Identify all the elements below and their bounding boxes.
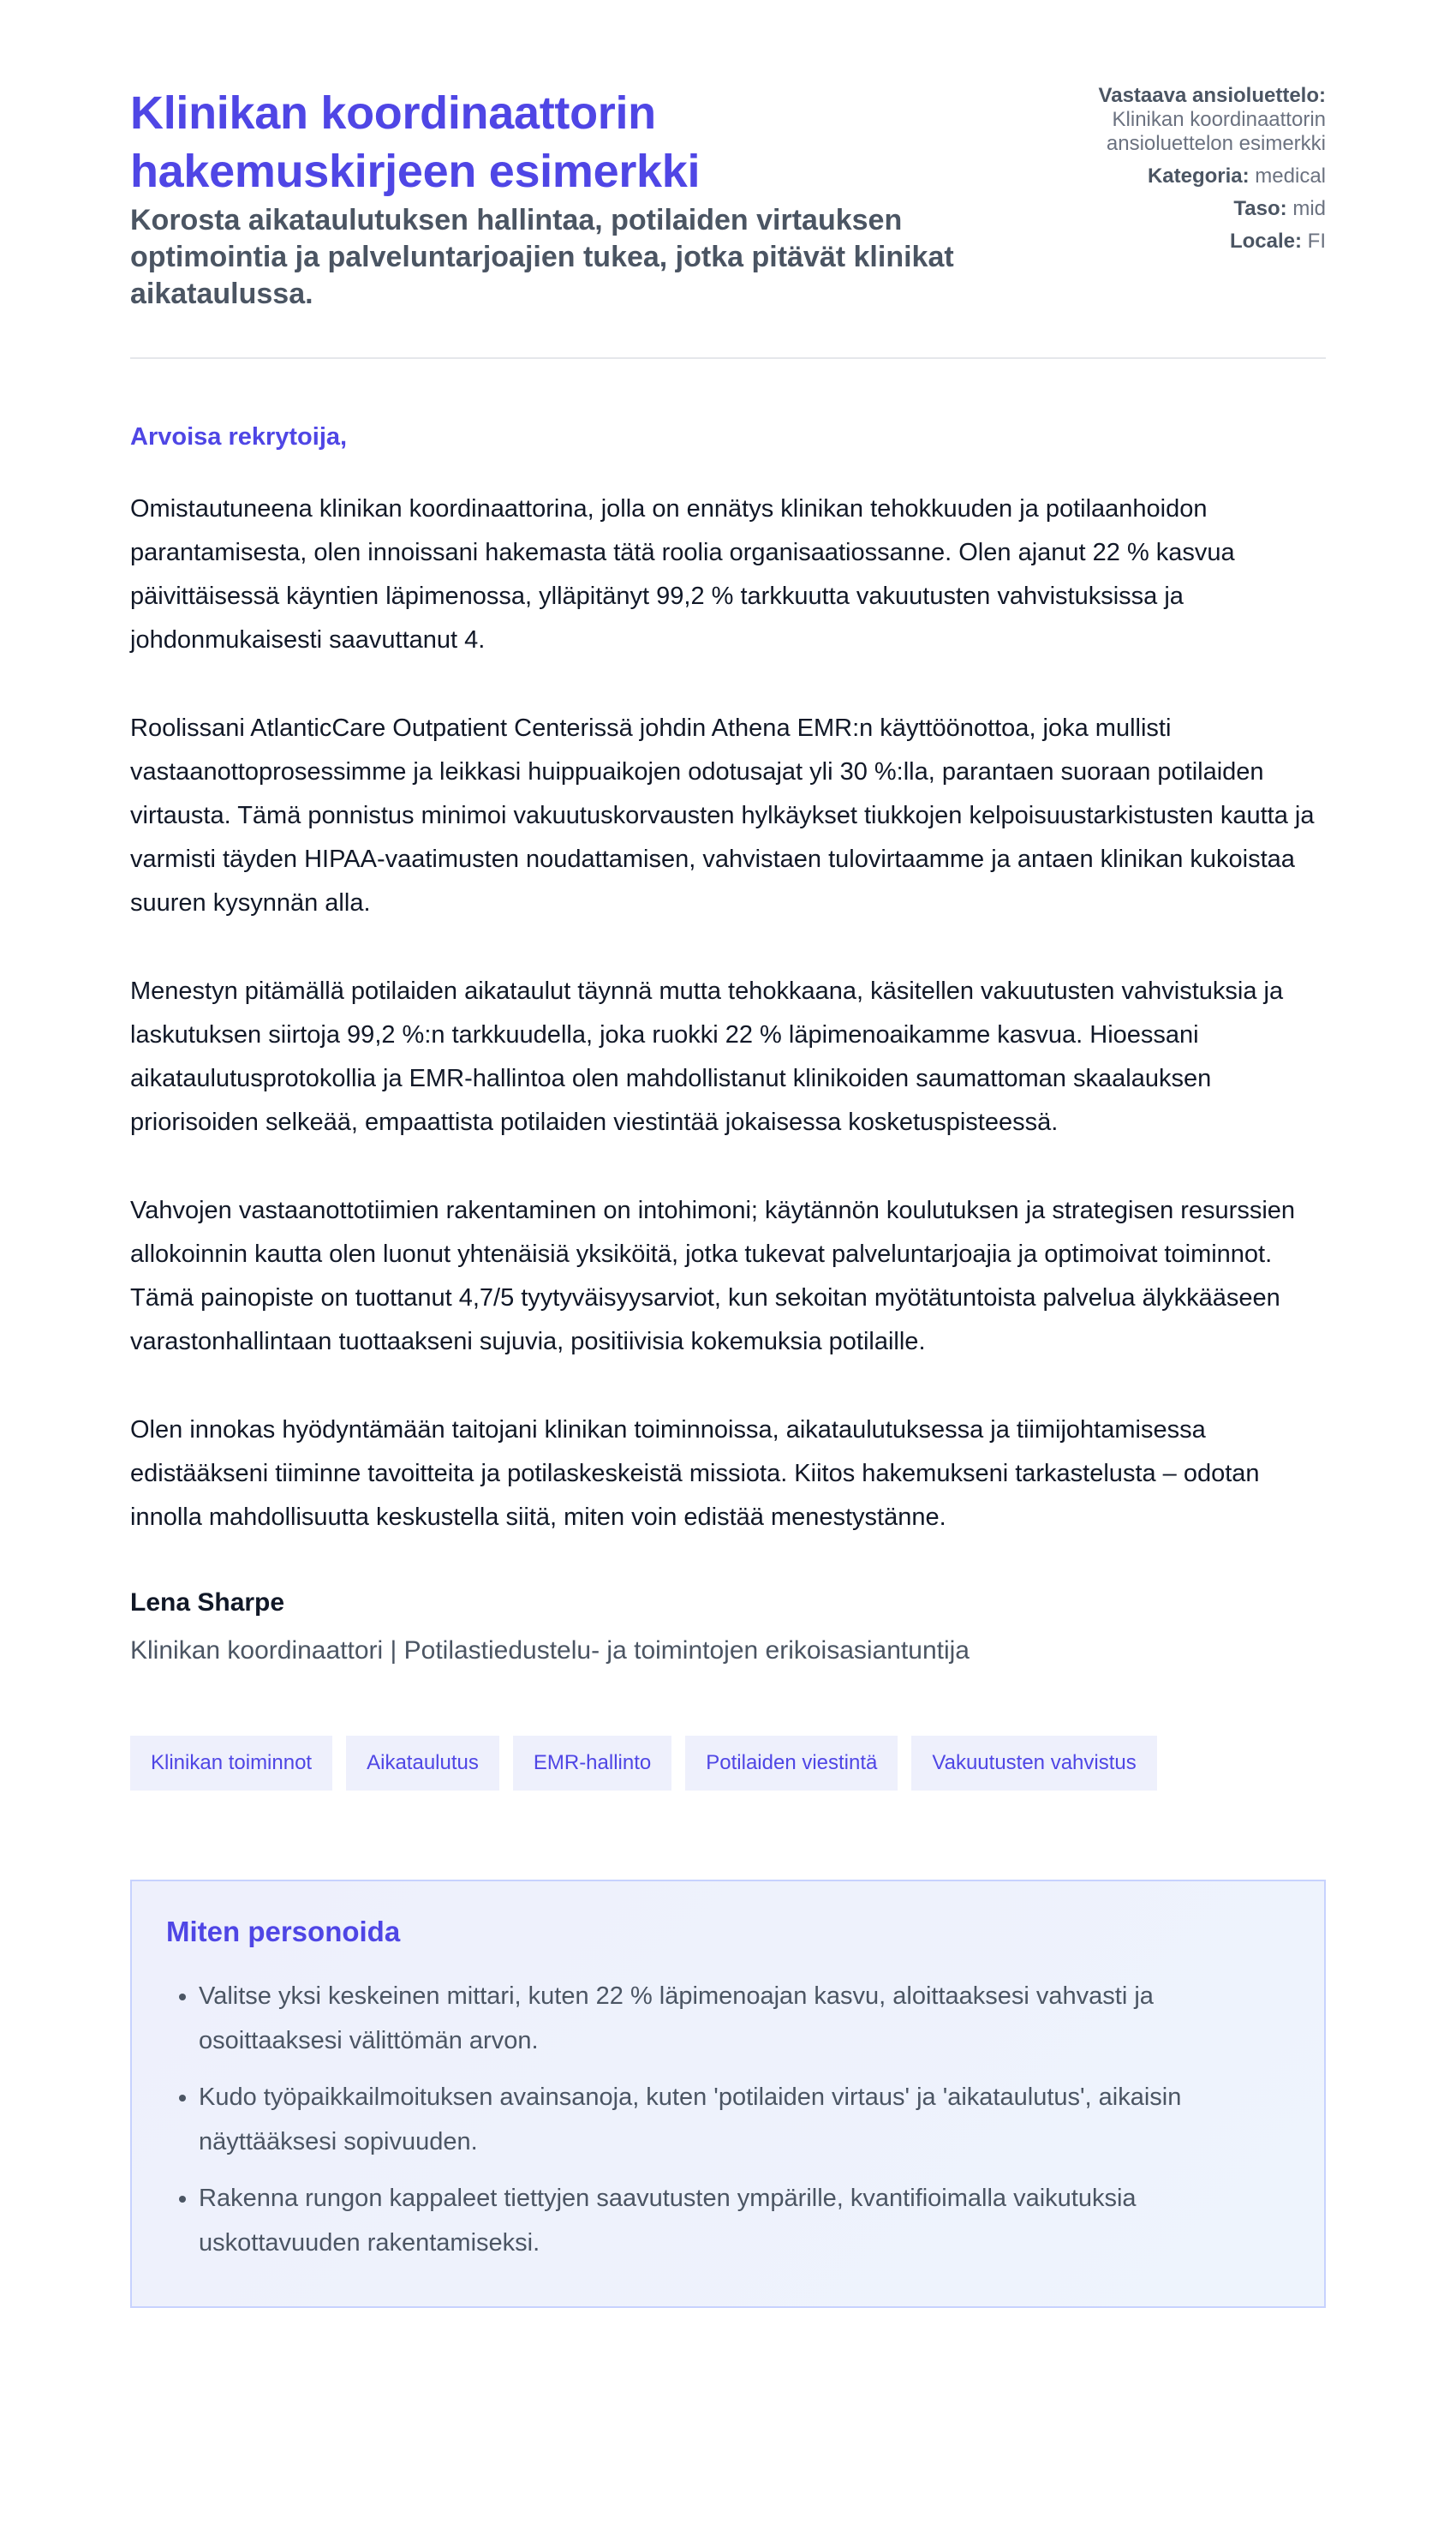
letter-paragraph: Vahvojen vastaanottotiimien rakentaminen on intohimoni; käytännön koulutuksen ja strategisen resurssien allokoinnin kautta olen luonut yhtenäisiä yksiköitä, jotka tukevat palveluntarjoajia ja optimoivat toiminnot. Tämä painopiste on tuottanut 4,7/5 tyytyväisyysarviot, kun sekoitan myötätuntoista palvelua älykkääseen varastonhallintaan tuottaakseni sujuvia, positiivisia kokemuksia potilaille.: [130, 1197, 1296, 1355]
locale-value: FI: [1307, 230, 1326, 253]
tip-item: • Kudo työpaikkailmoituksen avainsanoja, kuten 'potilaiden virtaus' ja 'aikataulutus', aikaisin näyttääksesi sopivuuden.: [199, 2075, 1290, 2164]
skill-tag: Aikataulutus: [346, 1736, 499, 1791]
skill-tag: EMR-hallinto: [513, 1736, 671, 1791]
page-title: Klinikan koordinaattorin hakemuskirjeen esimerkki: [130, 87, 701, 197]
locale-row: [1035, 230, 1326, 254]
header-divider: [130, 357, 1326, 359]
signature-role: Klinikan koordinaattori | Potilastiedustelu- ja toimintojen erikoisasiantuntija: [130, 1636, 970, 1665]
locale-label: Locale:: [1229, 230, 1302, 253]
letter-paragraph: Omistautuneena klinikan koordinaattorina, jolla on ennätys klinikan tehokkuuden ja potilaanhoidon parantamisesta, olen innoissani hakemasta tätä roolia organisaatiossanne. Olen ajanut 22 % kasvua päivittäisessä käyntien läpimenossa, ylläpitänyt 99,2 % tarkkuutta vakuutusten vahvistuksissa ja johdonmukaisesti saavuttanut 4.: [130, 495, 1235, 654]
category-value: medical: [1255, 164, 1326, 188]
tip-item: • Rakenna rungon kappaleet tiettyjen saavutusten ympärille, kvantifioimalla vaikutuksia uskottavuuden rakentamiseksi.: [199, 2176, 1290, 2265]
letter-paragraph: Roolissani AtlanticCare Outpatient Centerissä johdin Athena EMR:n käyttöönottoa, joka mullisti vastaanottoprosessimme ja leikkasi huippuaikojen odotusajat yli 30 %:lla, parantaen suoraan potilaiden virtausta. Tämä ponnistus minimoi vakuutuskorvausten hylkäykset tiukkojen kelpoisuustarkistusten kautta ja varmisti täyden HIPAA-vaatimusten noudattamisen, vahvistaen tulovirtaamme ja antaen klinikan kukoistaa suuren kysynnän alla.: [130, 714, 1315, 917]
page-subtitle: Korosta aikataulutuksen hallintaa, potilaiden virtauksen optimointia ja palveluntarjoajien tukea, jotka pitävät klinikat aikataulussa.: [130, 204, 954, 310]
related-resume: [1035, 84, 1326, 156]
category-label: Kategoria:: [1147, 164, 1250, 188]
skill-tags: [130, 1736, 1326, 1791]
meta-panel: [1035, 84, 1326, 262]
header-title-block: [130, 84, 987, 313]
letter-greeting: Arvoisa rekrytoija,: [130, 423, 348, 451]
tips-title: Miten personoida: [166, 1916, 401, 1947]
skill-tag: Klinikan toiminnot: [130, 1736, 332, 1791]
page-header: [130, 84, 1326, 313]
level-label: Taso:: [1233, 197, 1287, 220]
tips-list: [166, 1974, 1290, 2265]
signature-block: [130, 1587, 1326, 1667]
skill-tag: Vakuutusten vahvistus: [911, 1736, 1156, 1791]
signature-name: Lena Sharpe: [130, 1588, 285, 1617]
related-resume-label: Vastaava ansioluettelo:: [1098, 84, 1326, 107]
level-row: [1035, 197, 1326, 221]
skill-tag: Potilaiden viestintä: [685, 1736, 898, 1791]
tip-item: • Valitse yksi keskeinen mittari, kuten 22 % läpimenoajan kasvu, aloittaaksesi vahvasti ja osoittaaksesi välittömän arvon.: [199, 1974, 1290, 2063]
personalization-tips: [130, 1880, 1326, 2308]
letter-body: [130, 487, 1326, 1540]
letter-paragraph: Olen innokas hyödyntämään taitojani klinikan toiminnoissa, aikataulutuksessa ja tiimijohtamisessa edistääkseni tiiminne tavoitteita ja potilaskeskeistä missiota. Kiitos hakemukseni tarkastelusta – odotan innolla mahdollisuutta keskustella siitä, miten voin edistää menestystänne.: [130, 1416, 1260, 1531]
letter-paragraph: Menestyn pitämällä potilaiden aikataulut täynnä mutta tehokkaana, käsitellen vakuutusten vahvistuksia ja laskutuksen siirtoja 99,2 %:n tarkkuudella, joka ruokki 22 % läpimenoaikamme kasvua. Hioessani aikataulutusprotokollia ja EMR-hallintoa olen mahdollistanut klinikoiden saumattoman skaalauksen priorisoiden selkeää, empaattista potilaiden viestintää jokaisessa kosketuspisteessä.: [130, 978, 1284, 1136]
related-resume-link[interactable]: Klinikan koordinaattorin ansioluettelon esimerkki: [1106, 108, 1326, 155]
category-row: [1035, 164, 1326, 188]
level-value: mid: [1292, 197, 1326, 220]
